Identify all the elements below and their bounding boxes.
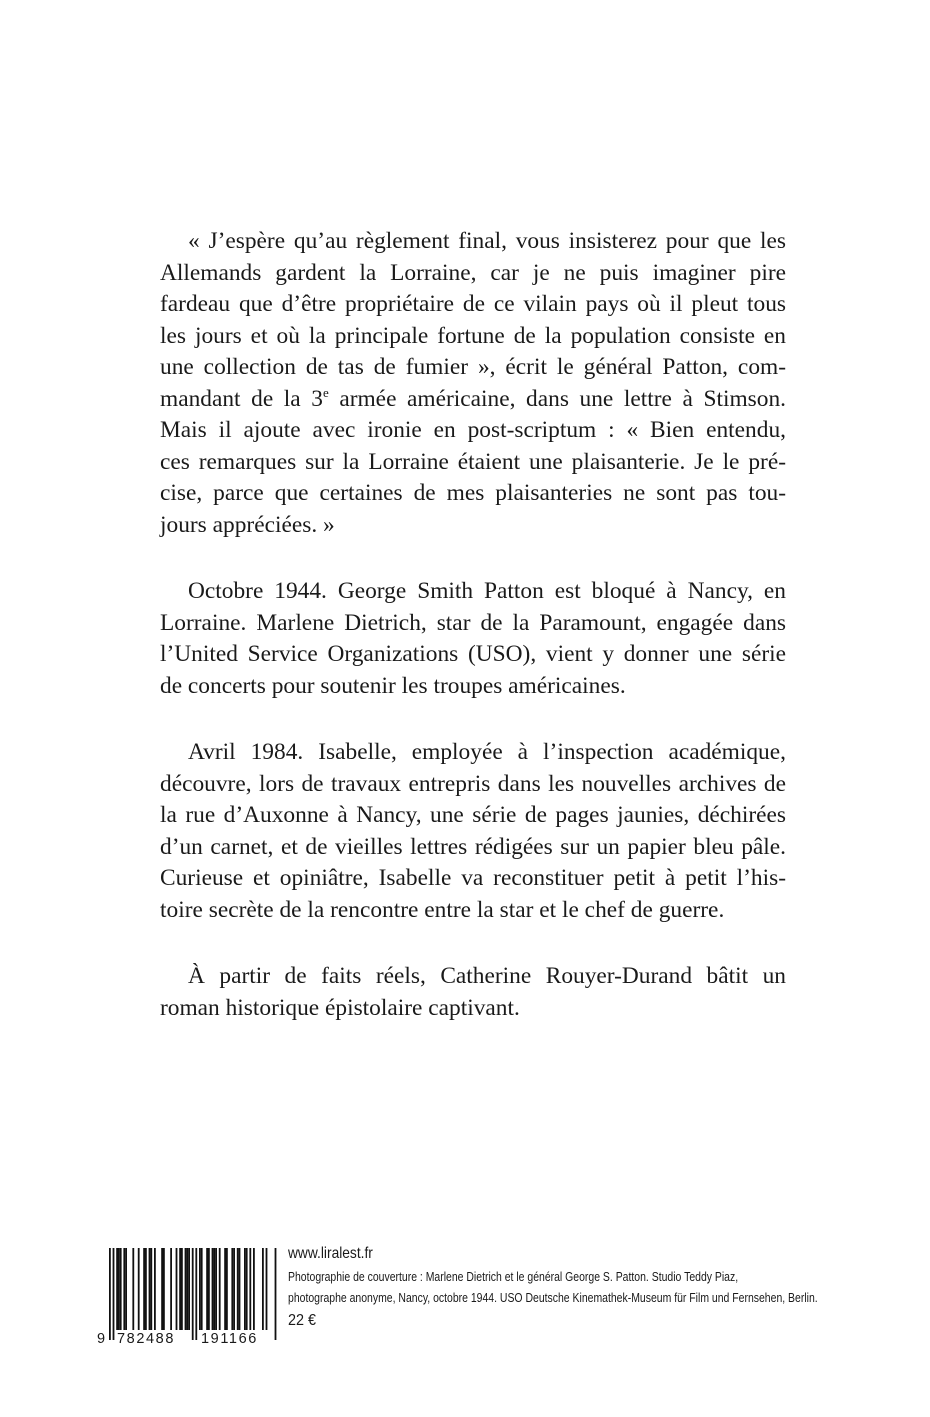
- text-line-with-superscript: [132, 384, 786, 416]
- text-line: cise, parce que certaines de mes plaisanteries ne sont pas tou-: [160, 480, 786, 506]
- text-fragment: mandant de la 3: [160, 385, 323, 412]
- barcode-bar: [206, 1248, 208, 1330]
- credits-block: [288, 1243, 888, 1332]
- barcode-bar: [132, 1248, 134, 1330]
- barcode-guard-bar: [109, 1248, 111, 1340]
- barcode-bar: [181, 1248, 183, 1330]
- paragraph-april-1984: [160, 737, 786, 926]
- barcode-bar: [246, 1248, 248, 1330]
- barcode-bar: [224, 1248, 226, 1330]
- text-line: Allemands gardent la Lorraine, car je ne puis imaginer pire: [160, 259, 786, 286]
- publisher-website[interactable]: www.liralest.fr: [288, 1245, 373, 1262]
- barcode-bar: [120, 1248, 122, 1330]
- barcode-bar: [176, 1248, 178, 1330]
- barcode-bar: [185, 1248, 187, 1330]
- text-line: une collection de tas de fumier », écrit le général Patton, com-: [160, 354, 786, 380]
- text-line: les jours et où la principale fortune de la population consiste en: [160, 322, 786, 349]
- text-line: Mais il ajoute avec ironie en post-scriptum : « Bien entendu,: [160, 417, 786, 443]
- barcode-bar: [244, 1248, 246, 1330]
- text-line: la rue d’Auxonne à Nancy, une série de pages jaunies, déchirées: [160, 802, 786, 828]
- ordinal-superscript: e: [322, 384, 329, 400]
- text-line: À partir de faits réels, Catherine Rouyer-Durand bâtit un: [188, 963, 786, 989]
- barcode-bar: [239, 1248, 241, 1330]
- barcode-bar: [212, 1248, 214, 1330]
- paragraph-summary: [160, 961, 786, 1024]
- text-line: d’un carnet, et de vieilles lettres rédigées sur un papier bleu pâle.: [160, 833, 786, 860]
- barcode-bar: [125, 1248, 127, 1330]
- barcode-bar: [145, 1248, 147, 1330]
- barcode-bar: [188, 1248, 190, 1330]
- photo-credit-line-1: Photographie de couverture : Marlene Dietrich et le général George S. Patton. Studio Teddy Piaz,: [288, 1270, 739, 1284]
- text-line: roman historique épistolaire captivant.: [160, 994, 520, 1021]
- barcode-bar: [154, 1248, 156, 1330]
- photo-credit-line-2: photographe anonyme, Nancy, octobre 1944. USO Deutsche Kinemathek-Museum für Film und Fernsehen, Berlin.: [288, 1291, 818, 1305]
- text-line: toire secrète de la rencontre entre la star et le chef de guerre.: [160, 896, 725, 923]
- barcode-bar: [233, 1248, 235, 1330]
- barcode-bar: [262, 1248, 264, 1330]
- barcode-bar: [266, 1248, 268, 1330]
- barcode-bar: [215, 1248, 217, 1330]
- barcode-guard-bar: [113, 1248, 115, 1340]
- barcode-bar: [237, 1248, 239, 1330]
- barcode-bar: [118, 1248, 120, 1330]
- text-line: de concerts pour soutenir les troupes américaines.: [160, 672, 626, 699]
- text-line: Lorraine. Marlene Dietrich, star de la Paramount, engagée dans: [160, 609, 786, 636]
- barcode-bar: [219, 1248, 221, 1330]
- barcode-bar: [149, 1248, 151, 1330]
- barcode-bar: [249, 1248, 251, 1330]
- barcode-digits: [95, 1331, 277, 1349]
- barcode-bar: [253, 1248, 255, 1330]
- text-line: fardeau que d’être propriétaire de ce vilain pays où il pleut tous: [160, 291, 786, 317]
- barcode-bar: [208, 1248, 210, 1330]
- barcode-digits-right: 191166: [201, 1331, 258, 1347]
- barcode-guard-bar: [192, 1248, 194, 1340]
- barcode-guard-bar: [195, 1248, 197, 1340]
- barcode-bar: [123, 1248, 125, 1330]
- barcode-digits-left: 782488: [117, 1331, 175, 1347]
- barcode-bar: [199, 1248, 201, 1330]
- text-line: découvre, lors de travaux entrepris dans les nouvelles archives de: [160, 770, 786, 797]
- text-line: ces remarques sur la Lorraine étaient une plaisanterie. Je le pré-: [160, 448, 786, 475]
- barcode-bar: [116, 1248, 118, 1330]
- barcode-bar: [143, 1248, 145, 1330]
- barcode-bar: [138, 1248, 140, 1330]
- paragraph-october-1944: [160, 576, 786, 702]
- barcode-bar: [213, 1248, 215, 1330]
- barcode-guard-bar: [275, 1248, 277, 1340]
- text-line: jours appréciées. »: [160, 511, 335, 538]
- barcode-bar: [163, 1248, 165, 1330]
- text-fragment: armée américaine, dans une lettre à Stimson.: [328, 385, 786, 412]
- text-line: Avril 1984. Isabelle, employée à l’inspection académique,: [188, 739, 786, 765]
- barcode-bar: [150, 1248, 152, 1330]
- barcode-bar: [161, 1248, 163, 1330]
- barcode-digit-first: 9: [97, 1331, 106, 1347]
- barcode-bar: [231, 1248, 233, 1330]
- price: 22 €: [288, 1312, 317, 1329]
- text-line: Curieuse et opiniâtre, Isabelle va reconstituer petit à petit l’his-: [160, 865, 786, 891]
- barcode-bar: [179, 1248, 181, 1330]
- barcode-bar: [201, 1248, 203, 1330]
- barcode-bar: [170, 1248, 172, 1330]
- barcode-bar: [226, 1248, 228, 1330]
- barcode-bar: [186, 1248, 188, 1330]
- quote-paragraph: [160, 226, 786, 541]
- text-line: l’United Service Organizations (USO), vient y donner une série: [160, 641, 786, 667]
- text-line: « J’espère qu’au règlement final, vous insisterez pour que les: [188, 228, 786, 254]
- text-line: Octobre 1944. George Smith Patton est bloqué à Nancy, en: [188, 578, 786, 604]
- back-cover-text: [160, 226, 786, 1059]
